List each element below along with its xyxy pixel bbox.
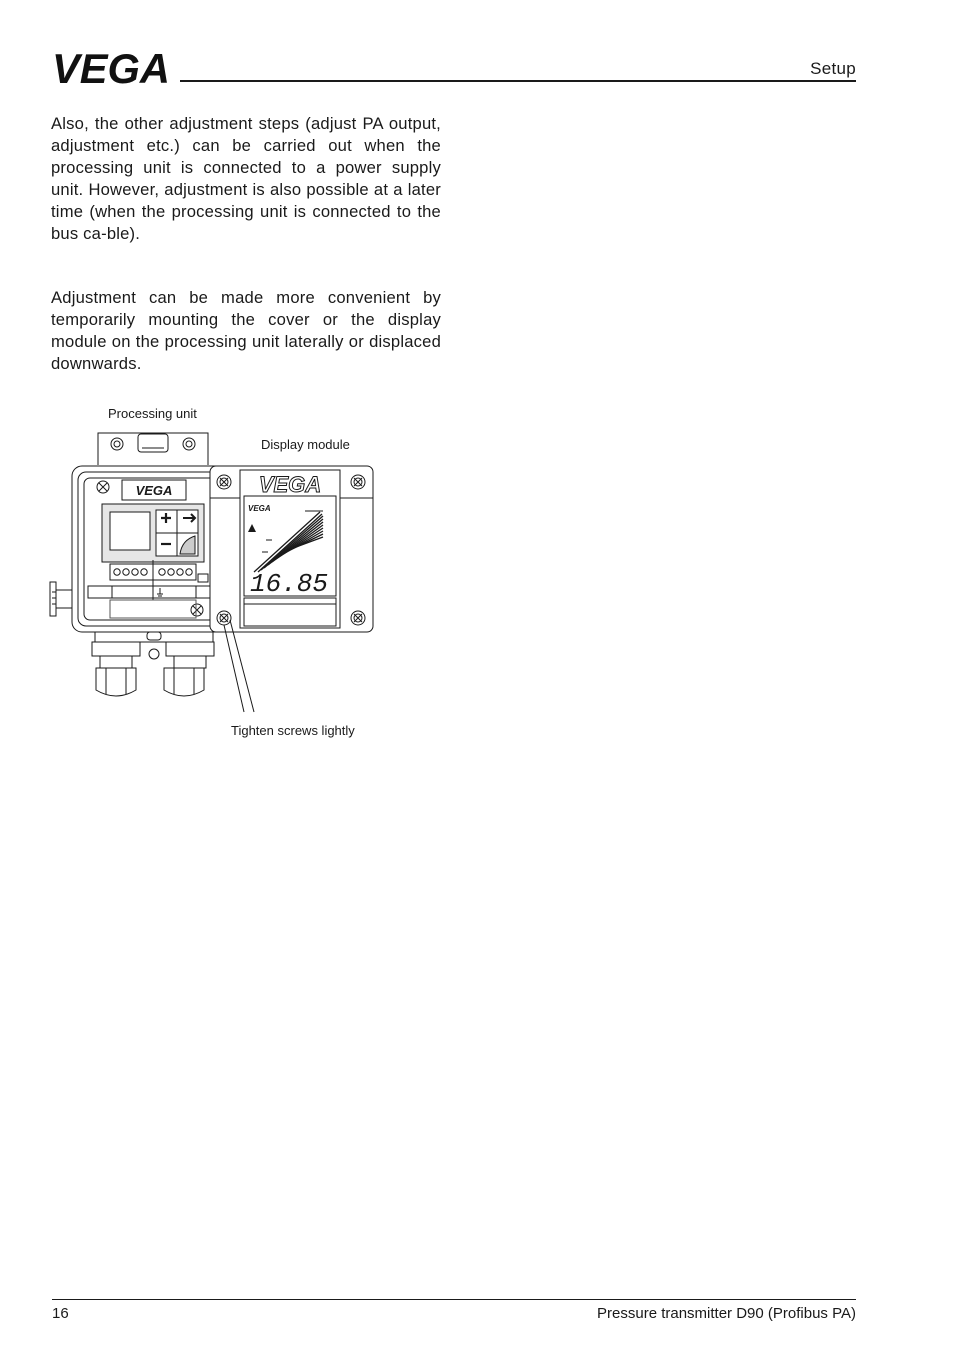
display-logo: VEGA	[258, 472, 322, 497]
processing-unit-drawing	[40, 395, 400, 755]
paragraph-1: Also, the other adjustment steps (adjust PA output, adjustment etc.) can be carried out when the processing unit is connected to a power supply unit. However, adjustment is also possible at a later time (when the processing unit is connected to the bus ca-ble).	[51, 114, 441, 243]
vega-logo	[52, 50, 172, 86]
label-display-module: Display module	[261, 437, 350, 452]
display-value: 16.85	[249, 569, 329, 599]
cable-glands	[92, 632, 214, 696]
label-tighten-screws: Tighten screws lightly	[231, 723, 355, 738]
page-number: 16	[52, 1305, 69, 1322]
leader-lines	[224, 620, 254, 712]
section-title: Setup	[810, 59, 856, 78]
mounting-lugs	[98, 433, 208, 465]
paragraph-2: Adjustment can be made more convenient by temporarily mounting the cover or the display module on the processing unit laterally or displaced downwards.	[51, 288, 441, 373]
document-title: Pressure transmitter D90 (Profibus PA)	[597, 1305, 856, 1322]
header-rule	[180, 80, 856, 82]
vega-logo-text: VEGA	[52, 50, 170, 86]
unit-logo: VEGA	[135, 483, 173, 498]
footer-rule	[52, 1299, 856, 1300]
label-processing-unit: Processing unit	[108, 406, 197, 421]
display-small-logo: VEGA	[248, 504, 271, 513]
